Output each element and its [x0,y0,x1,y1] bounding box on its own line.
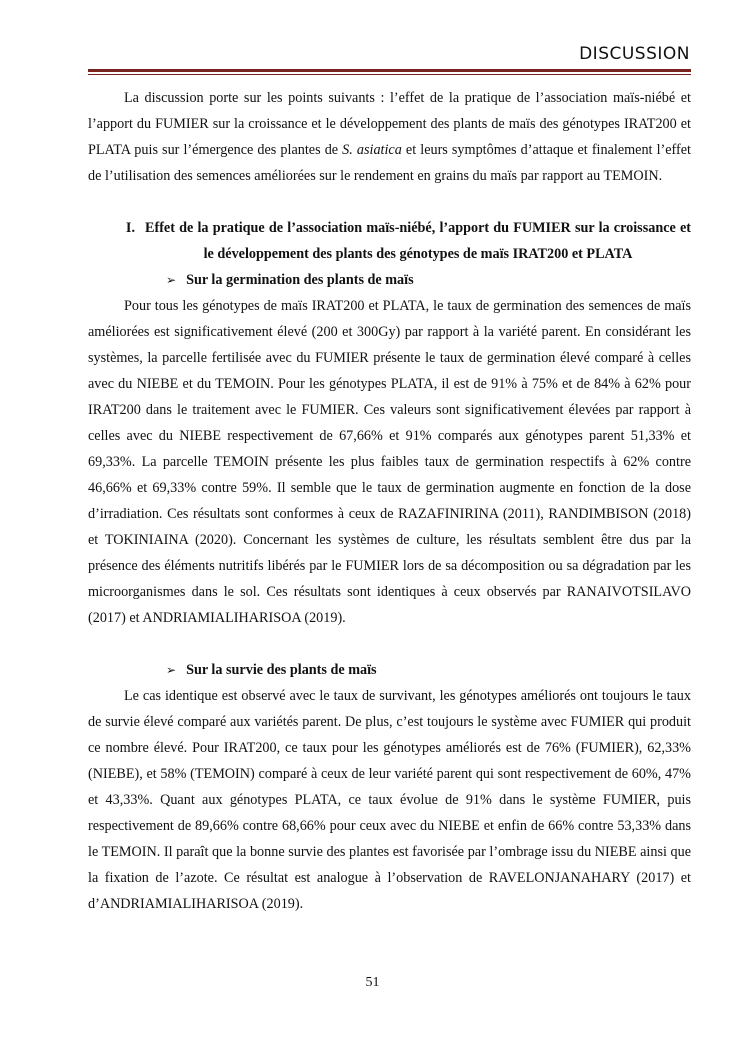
subheading-survie-label: Sur la survie des plants de maïs [186,662,377,678]
intro-paragraph [88,85,691,189]
species-name: S. asiatica [342,142,402,158]
section-heading [88,215,691,267]
subheading-germination [88,267,691,293]
header-rule-thin [88,74,691,75]
section-title: Effet de la pratique de l’association maïs-niébé, l’apport du FUMIER sur la croissance et le développement des plants des génotypes de maïs IRAT200 et PLATA [145,220,691,262]
intro-text-part2: et leurs symptômes d’attaque et finalement l’effet de l’utilisation des semences améliorées sur le rendement en grains du maïs par rapport au TEMOIN. [88,142,691,184]
germination-paragraph: Pour tous les génotypes de maïs IRAT200 et PLATA, le taux de germination des semences de maïs améliorées est significativement élevé (200 et 300Gy) par rapport à la variété parent. En considérant les systèmes, la parcelle fertilisée avec du FUMIER présente le taux de germination élevé comparé à celles avec du NIEBE et du TEMOIN. Pour les génotypes PLATA, il est de 91% à 75% et de 84% à 62% pour IRAT200 dans le traitement avec le FUMIER. Ces valeurs sont significativement élevées par rapport à celles avec du NIEBE respectivement de 67,66% et 91% comparés aux génotypes parent 51,33% et 69,33%. La parcelle TEMOIN présente les plus faibles taux de germination respectifs à 62% contre 46,66% et 69,33% contre 59%. Il semble que le taux de germination augmente en fonction de la dose d’irradiation. Ces résultats sont conformes à ceux de RAZAFINIRINA (2011), RANDIMBISON (2018) et TOKINIAINA (2020). Concernant les systèmes de culture, les résultats semblent être dus par la présence des éléments nutritifs libérés par le FUMIER lors de sa décomposition ou sa dégradation par les microorganismes dans le sol. Ces résultats sont identiques à ceux observés par RANAIVOTSILAVO (2017) et ANDRIAMIALIHARISOA (2019). [88,298,691,626]
arrowhead-bullet-icon: ➢ [166,663,177,677]
spacer [88,631,691,657]
intro-text-part1: La discussion porte sur les points suivants : l’effet de la pratique de l’association maïs-niébé et l’apport du FUMIER sur la croissance et le développement des plants de maïs des génotypes IRAT200 et PLATA puis sur l’émergence des plantes de [88,90,691,158]
subheading-germination-label: Sur la germination des plants de maïs [186,272,414,288]
page-header-title: DISCUSSION [579,44,690,64]
arrowhead-bullet-icon: ➢ [166,273,177,287]
spacer [88,189,691,215]
page-number: 51 [365,975,380,990]
subheading-survie [88,657,691,683]
page-body [88,85,691,917]
section-number: I. [125,220,135,236]
survie-paragraph: Le cas identique est observé avec le taux de survivant, les génotypes améliorés ont toujours le taux de survie élevé comparé aux variétés parent. De plus, c’est toujours le système avec FUMIER qui produit ce nombre élevé. Pour IRAT200, ce taux pour les génotypes améliorés est de 76% (FUMIER), 62,33% (NIEBE), et 58% (TEMOIN) comparé à ceux de leur variété parent qui sont respectivement de 60%, 47% et 43,33%. Quant aux génotypes PLATA, ce taux évolue de 91% dans le système FUMIER, puis respectivement de 89,66% contre 68,66% pour ceux avec du NIEBE et enfin de 66% contre 53,33% dans le TEMOIN. Il paraît que la bonne survie des plantes est favorisée par l’ombrage issu du NIEBE ainsi que la fixation de l’azote. Ce résultat est analogue à l’observation de RAVELONJANAHARY (2017) et d’ANDRIAMIALIHARISOA (2019). [88,688,691,912]
header-rule-thick [88,69,691,72]
